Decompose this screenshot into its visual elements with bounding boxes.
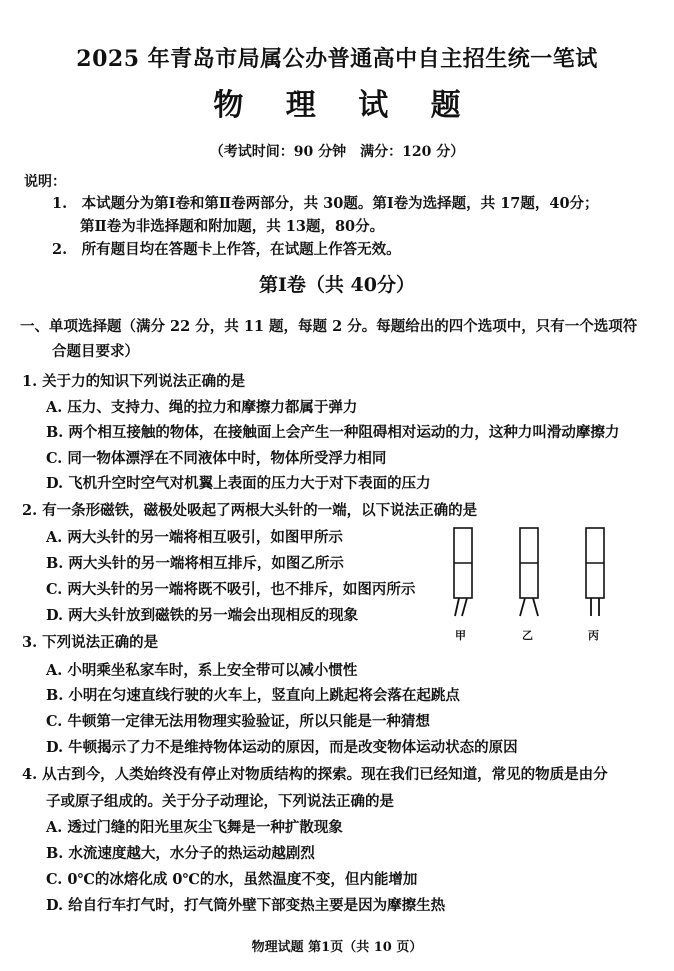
part-heading-cont: 合题目要求） [52,343,139,360]
figure-label-yi: 乙 [522,629,533,642]
exam-title: 2025 年青岛市局属公办普通高中自主招生统一笔试 [76,46,598,72]
question-1-option-c: C. 同一物体漂浮在不同液体中时，物体所受浮力相同 [46,450,387,467]
figure-label-bing: 丙 [588,629,599,642]
question-4-option-d: D. 给自行车打气时，打气筒外壁下部变热主要是因为摩擦生热 [46,897,446,914]
question-1-option-d: D. 飞机升空时空气对机翼上表面的压力大于对下表面的压力 [46,475,431,492]
question-3-option-a: A. 小明乘坐私家车时，系上安全带可以减小惯性 [46,662,358,679]
question-1-option-b: B. 两个相互接触的物体，在接触面上会产生一种阻碍相对运动的力，这种力叫滑动摩擦力 [46,424,620,441]
page-footer: 物理试题 第1页（共 10 页） [251,940,423,955]
exam-info: （考试时间：90 分钟 满分：120 分） [209,144,465,160]
question-3-option-d: D. 牛顿揭示了力不是维持物体运动的原因，而是改变物体运动状态的原因 [46,739,518,756]
instruction-item-1-cont: 第Ⅱ卷为非选择题和附加题，共 13题，80分。 [80,218,385,235]
question-2-option-b: B. 两大头针的另一端将相互排斥，如图乙所示 [46,555,344,572]
question-2-stem: 2. 有一条形磁铁，磁极处吸起了两根大头针的一端，以下说法正确的是 [22,502,478,519]
instructions-label: 说明： [24,174,66,190]
section-title: 第Ⅰ卷（共 40分） [259,274,415,296]
figure-bing-pins [591,598,599,616]
question-3-option-c: C. 牛顿第一定律无法用物理实验验证，所以只能是一种猜想 [46,713,430,730]
question-2-option-a: A. 两大头针的另一端将相互吸引，如图甲所示 [46,529,343,546]
question-4-option-c: C. 0℃的冰熔化成 0℃的水，虽然温度不变，但内能增加 [46,871,418,888]
instruction-item-1: 1. 本试题分为第Ⅰ卷和第Ⅱ卷两部分，共 30题。第Ⅰ卷为选择题，共 17题，40分； [52,195,599,212]
part-heading: 一、单项选择题（满分 22 分，共 11 题，每题 2 分。每题给出的四个选项中，只有一个选项符 [20,318,638,335]
subject-title: 物 理 试 题 [213,88,477,123]
question-2-option-c: C. 两大头针的另一端将既不吸引，也不排斥，如图丙所示 [46,581,416,598]
figure-bing-magnet [586,528,604,598]
figure-yi-magnet [520,528,538,598]
question-1-option-a: A. 压力、支持力、绳的拉力和摩擦力都属于弹力 [46,399,358,416]
question-4-option-a: A. 透过门缝的阳光里灰尘飞舞是一种扩散现象 [46,819,343,836]
instruction-item-2: 2. 所有题目均在答题卡上作答，在试题上作答无效。 [52,241,401,258]
question-1-stem: 1. 关于力的知识下列说法正确的是 [22,373,246,390]
magnet-figures [440,518,620,623]
question-4-option-b: B. 水流速度越大，水分子的热运动越剧烈 [46,845,315,862]
figure-label-jia: 甲 [455,629,466,642]
question-2-option-d: D. 两大头针放到磁铁的另一端会出现相反的现象 [46,607,359,624]
question-3-stem: 3. 下列说法正确的是 [22,634,159,651]
figure-jia-magnet [454,528,472,598]
question-3-option-b: B. 小明在匀速直线行驶的火车上，竖直向上跳起将会落在起跳点 [46,687,460,704]
figure-jia-pins [455,598,467,616]
figure-yi-pins [520,598,538,616]
question-4-stem: 4. 从古到今，人类始终没有停止对物质结构的探索。现在我们已经知道，常见的物质是由分 [22,766,608,783]
question-4-stem-cont: 子或原子组成的。关于分子动理论，下列说法正确的是 [46,793,394,810]
